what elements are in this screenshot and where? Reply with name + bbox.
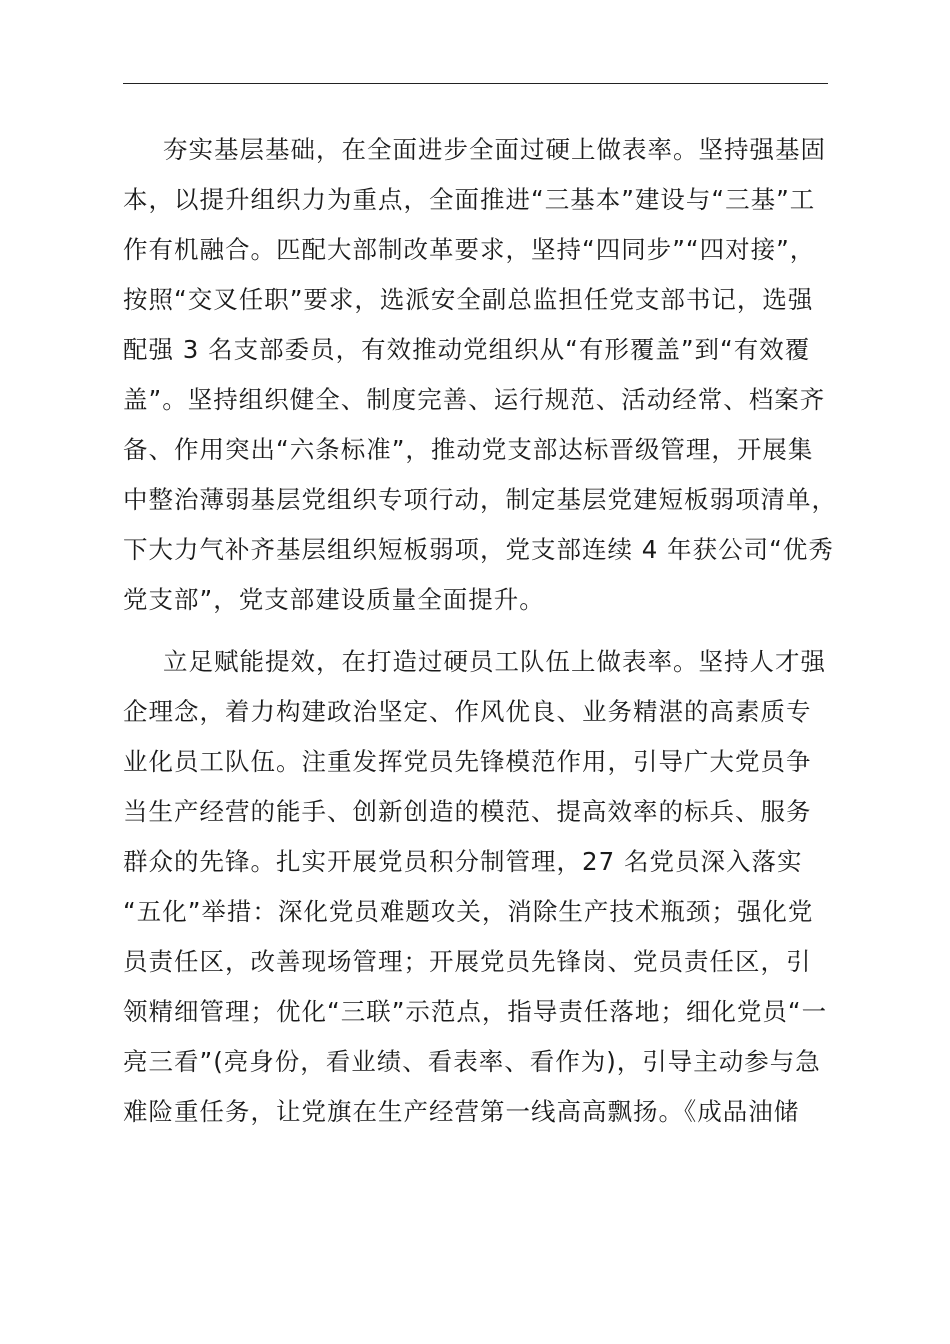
text-line: 中整治薄弱基层党组织专项行动，制定基层党建短板弱项清单，: [123, 485, 837, 514]
text-line: 企理念，着力构建政治坚定、作风优良、业务精湛的高素质专: [123, 697, 812, 726]
text-line: 业化员工队伍。注重发挥党员先锋模范作用，引导广大党员争: [123, 747, 812, 776]
paragraph-grassroots-foundation: [123, 125, 843, 625]
text-line: 领精细管理；优化“三联”示范点，指导责任落地；细化党员“一: [123, 997, 828, 1026]
text-line: 难险重任务，让党旗在生产经营第一线高高飘扬。《成品油储: [123, 1097, 800, 1126]
text-line: “五化”举措：深化党员难题攻关，消除生产技术瓶颈；强化党: [123, 897, 814, 926]
text-line: 党支部”，党支部建设质量全面提升。: [123, 585, 545, 614]
text-line: 备、作用突出“六条标准”，推动党支部达标晋级管理，开展集: [123, 435, 814, 464]
text-line: 按照“交叉任职”要求，选派安全副总监担任党支部书记，选强: [123, 285, 814, 314]
text-line: 员责任区，改善现场管理；开展党员先锋岗、党员责任区，引: [123, 947, 812, 976]
text-line: 下大力气补齐基层组织短板弱项，党支部连续 4 年获公司“优秀: [123, 535, 834, 564]
text-line: 亮三看”(亮身份，看业绩、看表率、看作为)，引导主动参与急: [123, 1047, 821, 1076]
text-line: 立足赋能提效，在打造过硬员工队伍上做表率。坚持人才强: [163, 647, 826, 676]
text-line: 本，以提升组织力为重点，全面推进“三基本”建设与“三基”工: [123, 185, 816, 214]
paragraph-workforce-empowerment: [123, 637, 843, 1137]
text-line: 作有机融合。匹配大部制改革要求，坚持“四同步”“四对接”，: [123, 235, 816, 264]
text-line: 夯实基层基础，在全面进步全面过硬上做表率。坚持强基固: [163, 135, 826, 164]
text-line: 当生产经营的能手、创新创造的模范、提高效率的标兵、服务: [123, 797, 812, 826]
header-rule: [123, 83, 828, 84]
text-line: 盖”。坚持组织健全、制度完善、运行规范、活动经常、档案齐: [123, 385, 826, 414]
text-line: 群众的先锋。扎实开展党员积分制管理，27 名党员深入落实: [123, 847, 803, 876]
text-line: 配强 3 名支部委员，有效推动党组织从“有形覆盖”到“有效覆: [123, 335, 811, 364]
